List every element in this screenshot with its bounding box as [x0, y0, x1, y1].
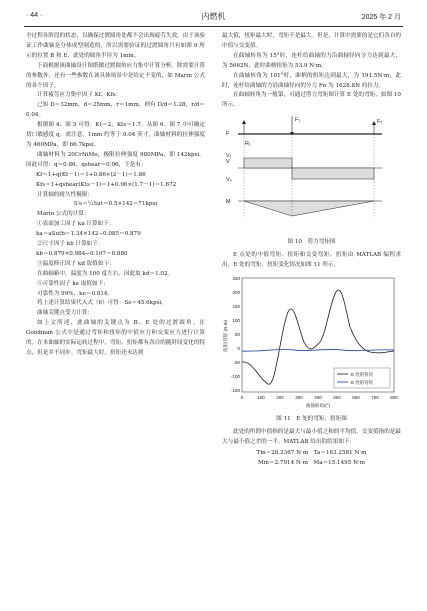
- issue-date: 2025 年 2 月: [361, 14, 401, 21]
- paragraph: 在曲轴箱中，温度为 100 度左右，因此取 kd＝1.02。: [37, 270, 174, 277]
- label-m: M: [226, 199, 231, 206]
- paragraph: 在曲轴转角为 15°时，连杆给曲轴的力沿曲轴径向分力达到最大，为 5662N，此时曲柄扭矩为 53.9 N·m。: [222, 52, 401, 69]
- x-tick: 0: [240, 395, 244, 401]
- y-tick: 0: [237, 346, 240, 352]
- x-tick: 800: [390, 395, 398, 401]
- journal-title: 内燃机: [201, 12, 226, 21]
- x-tick: 700: [371, 395, 379, 401]
- legend-box: [334, 368, 390, 388]
- paragraph: 下面根据该曲轴设计图纸做过渡圆角应力集中计算分析。除需要计算的参数外，还有一些参数在该具体场景中是给定不变的，如 Marin 公式的各个因子。: [26, 62, 205, 89]
- left-column: [26, 32, 205, 359]
- header-rule: [24, 26, 403, 27]
- x-tick: 600: [352, 395, 360, 401]
- y-tick: -50: [233, 360, 240, 366]
- y-tick: 50: [234, 332, 240, 338]
- moment-triangle: [244, 201, 374, 216]
- label-v2: V₂: [226, 177, 232, 184]
- legend-torque: E 处的扭矩: [351, 372, 374, 378]
- arrow-head-icon: [242, 120, 246, 124]
- shear-block-negative: [292, 168, 374, 179]
- x-tick: 500: [333, 395, 341, 401]
- y-axis-label: 扭矩/弯矩 (N·m): [223, 320, 228, 353]
- paragraph: Marin 公式的计算：: [37, 211, 90, 218]
- equation: Kfs＝1+qshear(Kts－1)＝1+0.96×(1.7－1)＝1.672: [36, 181, 177, 188]
- label-v: V: [226, 159, 230, 166]
- equation: Mm＝2.7914 N·m Ma＝15.1495 N·m: [257, 459, 366, 466]
- x-tick: 200: [276, 395, 284, 401]
- paragraph: 将上述计算结果代入式（6）可得：Se＝45.6kpsi。: [37, 300, 167, 307]
- y-tick: 250: [232, 276, 240, 282]
- right-column: [222, 32, 401, 469]
- paragraph: 根据图 4、图 5 可得：Kt＝2，Kts＝1.7。从图 6、图 7 中可确定切口敏感度 q。需注意，1mm 约等于 0.04 英寸，曲轴材料的拉伸强度为 460MPa，即 66.7kpsi。: [26, 122, 205, 148]
- y-tick: 100: [232, 318, 240, 324]
- arrow-head-icon: [372, 121, 376, 125]
- equation: kb＝0.879×0.984−0.107＝0.880: [36, 250, 128, 257]
- paragraph: ①表面加工因子 ka 计算如下：: [37, 221, 115, 228]
- paragraph: 计算疲劳应力集中因子 Kf、Kfs：: [37, 92, 122, 99]
- paragraph: 曲轴材料为 20CrNiMo，极限拉伸强度 980MPa，即 142kpsi。因此可得：q＝0.86，qshear＝0.96，于是有：: [26, 151, 205, 168]
- y-tick: -150: [230, 388, 240, 394]
- paragraph: 如上文所述，此曲轴的关键点为 B、E 处的过渡圆角。在 Goodman 公式中是通过弯矩和扭矩的中值应力和交变应力进行计算的。在本曲轴的实际运转过程中，弯矩、扭矩都有各自的随时间变化的特点，但是并不同步。弯矩最大时，扭矩还未达到: [26, 320, 206, 356]
- paragraph: 在曲轴转角为 101°时，曲柄的扭矩达到最大，为 191.5N·m，此时，连杆给曲轴的力沿曲轴径向的分力 Fn 为 1628.8N 的拉力。: [222, 72, 401, 89]
- x-tick: 400: [314, 395, 322, 401]
- page-header: [0, 0, 427, 28]
- y-tick: -100: [230, 374, 240, 380]
- figure-caption: 图 10 剪力弯矩图: [287, 239, 336, 246]
- equation: Kf＝1+q(Kt－1)＝1+0.86×(2－1)＝1.86: [36, 171, 146, 178]
- paragraph: 计算轴的耐久性极限：: [37, 191, 93, 198]
- paragraph: 在曲轴转角为一般第，可通过剪力弯矩图计算 E 处的弯矩，如图 10 所示。: [222, 92, 401, 109]
- x-tick: 100: [257, 395, 265, 401]
- paragraph: 全过程各阶段的状态，以确保过渡圆角处都不会出现疲劳失效。由于该验证工作曲轴是分体成型制造的，所以需要验证的过渡圆角只有如图 9 所示的位置 B 和 E，此处的圆角半径为 1mm。: [26, 33, 206, 59]
- figure-caption: 图 11 E 处的弯矩、扭矩图: [276, 416, 347, 423]
- y-tick: 150: [232, 304, 240, 310]
- equation: S′e＝½Sut＝0.5×142＝71kpsi: [73, 201, 158, 208]
- paragraph: 曲轴关键点受力计算：: [37, 310, 93, 317]
- legend-moment: E 处的弯矩: [351, 380, 374, 386]
- paragraph: 最大值，扭矩最大时，弯矩不是最大。但是，计算中需要的是它们各自的中值与交变值。: [222, 33, 402, 49]
- paragraph: 此处的所谓中值指的是最大与最小值之和的平均值，交变值指的是最大与最小值之差的一半。MATLAB 给出的结果如下：: [222, 429, 401, 445]
- paragraph: 已知 D＝32mm，d＝25mm，r＝1mm，则有 D/d＝1.28，r/d＝0.04。: [26, 102, 205, 119]
- y-tick: 200: [232, 290, 240, 296]
- page-number: · 44 ·: [26, 12, 43, 19]
- label-f: F: [226, 131, 230, 138]
- paragraph: 可靠性为 99%，ke＝0.814。: [37, 290, 114, 297]
- paragraph: E 点处的中值弯矩、扭矩和交变弯矩、扭矩由 MATLAB 编程求出，E 处的弯矩、扭矩变化情况如图 11 所示。: [222, 252, 401, 269]
- paragraph: ③温度修正因子 kd 取值如下：: [37, 260, 115, 267]
- x-axis-label: 曲轴转角/(°): [305, 403, 331, 409]
- torque-moment-chart: [222, 272, 401, 412]
- paragraph: ④可靠性因子 ke 取值如下：: [37, 280, 109, 287]
- shear-block-positive: [244, 158, 292, 168]
- equation: Tm＝28.2367 N·m Ta＝163.2581 N·m: [256, 449, 367, 456]
- equation: ka＝aSutb＝1.34×142−0.085＝0.879: [36, 231, 141, 238]
- x-tick: 300: [295, 395, 303, 401]
- label-r1: R₁: [245, 141, 251, 148]
- paragraph: ②尺寸因子 kb 计算如下：: [37, 241, 104, 248]
- label-f2: F₂: [377, 119, 383, 126]
- label-v1: V₁: [226, 153, 232, 160]
- shear-moment-diagram: [222, 113, 401, 235]
- label-f1: F₁: [295, 117, 301, 124]
